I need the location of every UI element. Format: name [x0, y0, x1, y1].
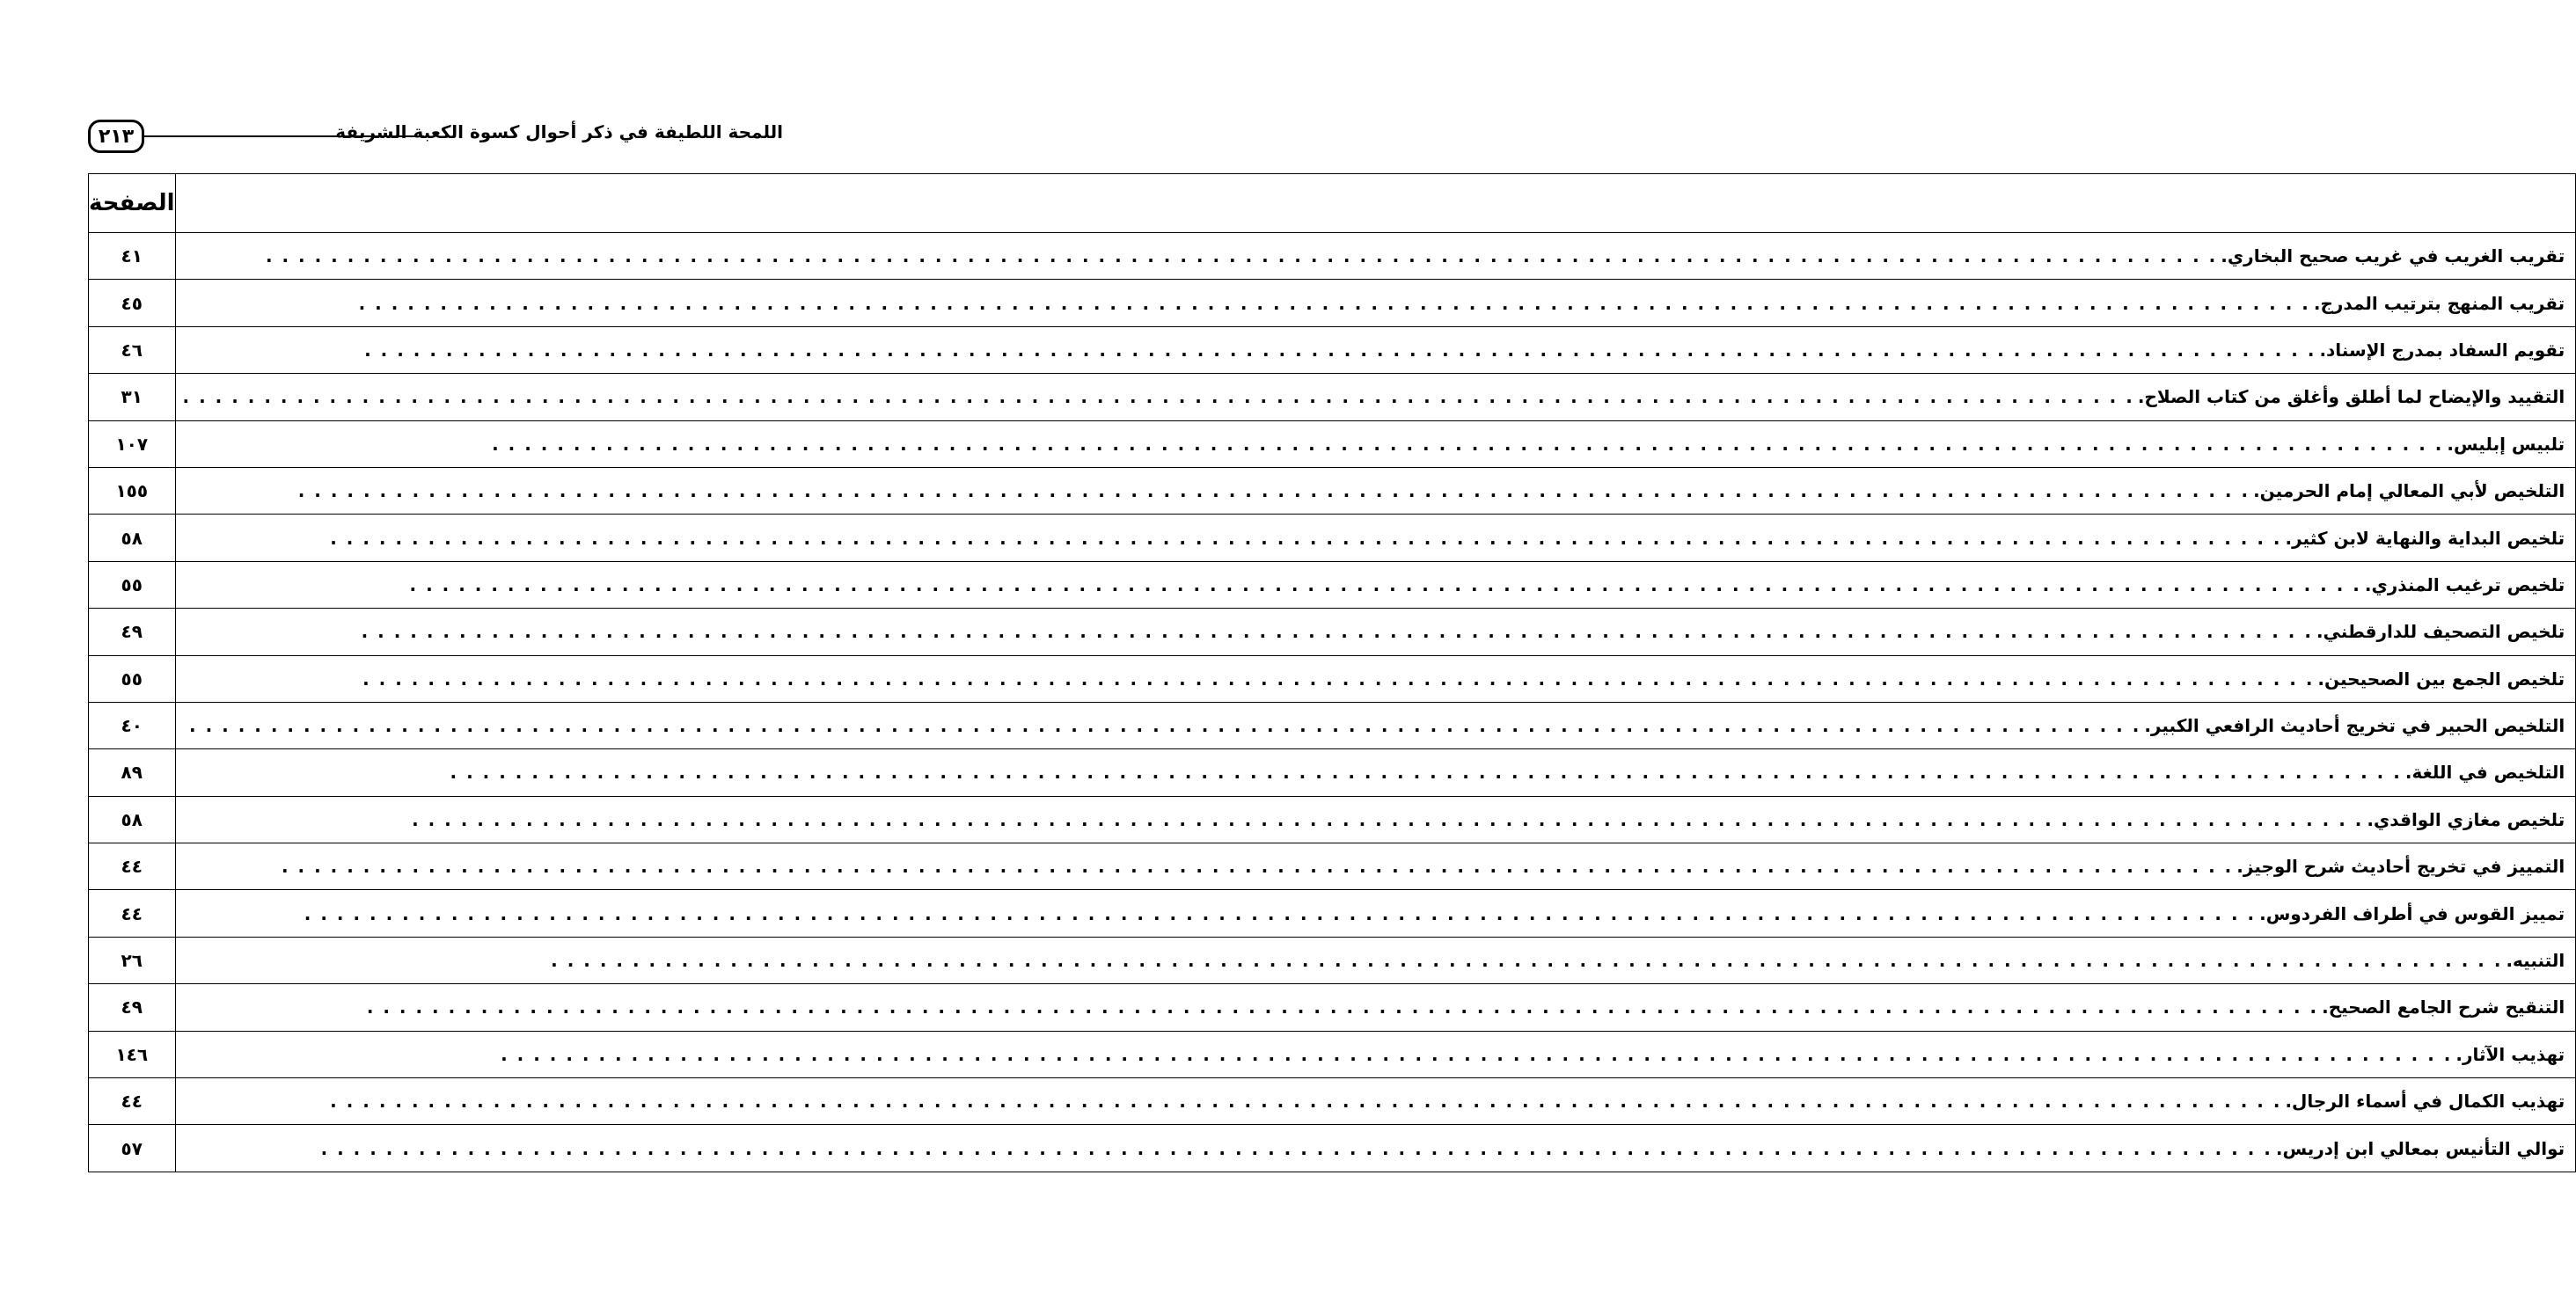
dot-leader: . . . . . . . . . . . . . . . . . . . . . . . . . . . . . . . . . . . . . . . . . . . . . . . . . . . . . . . . . . . . . . . . . . . . . . . . . . . . . . . . . . . . . . . . . . . . . . . . . . . . . . . . . . . . . . . . . . . . . . . . — [551, 950, 2503, 972]
entry-title: التنبيه. — [2506, 950, 2565, 972]
dot-leader: . . . . . . . . . . . . . . . . . . . . . . . . . . . . . . . . . . . . . . . . . . . . . . . . . . . . . . . . . . . . . . . . . . . . . . . . . . . . . . . . . . . . . . . . . . . . . . . . . . . . . . . . . . . . . . . . . . . . . . . . — [320, 1137, 2272, 1159]
entry-title: تلبيس إبليس. — [2447, 433, 2565, 455]
entry-title-cell — [175, 420, 2576, 467]
dot-leader: . . . . . . . . . . . . . . . . . . . . . . . . . . . . . . . . . . . . . . . . . . . . . . . . . . . . . . . . . . . . . . . . . . . . . . . . . . . . . . . . . . . . . . . . . . . . . . . . . . . . . . . . . . . . . . . . . . . . . . . . — [501, 1043, 2453, 1065]
table-row — [89, 655, 2576, 702]
entry-title-cell — [175, 749, 2576, 796]
entry-title: التمييز في تخريج أحاديث شرح الوجيز. — [2236, 856, 2565, 878]
dot-leader: . . . . . . . . . . . . . . . . . . . . . . . . . . . . . . . . . . . . . . . . . . . . . . . . . . . . . . . . . . . . . . . . . . . . . . . . . . . . . . . . . . . . . . . . . . . . . . . . . . . . . . . . . . . . . . . . . . . . . . . . — [297, 480, 2250, 502]
entry-page-number: ١٤٦ — [89, 1031, 176, 1077]
entry-title-cell — [175, 937, 2576, 983]
page-column-header: الصفحة — [89, 174, 176, 233]
table-row — [89, 609, 2576, 655]
dot-leader: . . . . . . . . . . . . . . . . . . . . . . . . . . . . . . . . . . . . . . . . . . . . . . . . . . . . . . . . . . . . . . . . . . . . . . . . . . . . . . . . . . . . . . . . . . . . . . . . . . . . . . . . . . . . . . . . . . . . . . . . — [189, 715, 2141, 737]
entry-title: تهذيب الآثار. — [2455, 1043, 2565, 1065]
dot-leader: . . . . . . . . . . . . . . . . . . . . . . . . . . . . . . . . . . . . . . . . . . . . . . . . . . . . . . . . . . . . . . . . . . . . . . . . . . . . . . . . . . . . . . . . . . . . . . . . . . . . . . . . . . . . . . . . . . . . . . . . — [182, 386, 2134, 408]
entry-title-cell — [175, 280, 2576, 326]
entry-title: تلخيص التصحيف للدارقطني. — [2316, 621, 2565, 643]
table-row — [89, 326, 2576, 373]
table-row — [89, 233, 2576, 280]
entry-page-number: ٥٨ — [89, 515, 176, 561]
table-row — [89, 1078, 2576, 1125]
entry-title-cell — [175, 326, 2576, 373]
entry-page-number: ٤١ — [89, 233, 176, 280]
entry-page-number: ٥٧ — [89, 1125, 176, 1172]
dot-leader: . . . . . . . . . . . . . . . . . . . . . . . . . . . . . . . . . . . . . . . . . . . . . . . . . . . . . . . . . . . . . . . . . . . . . . . . . . . . . . . . . . . . . . . . . . . . . . . . . . . . . . . . . . . . . . . . . . . . . . . . — [304, 902, 2257, 924]
table-row — [89, 467, 2576, 514]
entry-page-number: ٤٩ — [89, 984, 176, 1031]
table-row — [89, 561, 2576, 608]
entry-page-number: ٤٤ — [89, 1078, 176, 1125]
entry-page-number: ٣١ — [89, 374, 176, 420]
entry-title-cell — [175, 1125, 2576, 1172]
table-row — [89, 280, 2576, 326]
dot-leader: . . . . . . . . . . . . . . . . . . . . . . . . . . . . . . . . . . . . . . . . . . . . . . . . . . . . . . . . . . . . . . . . . . . . . . . . . . . . . . . . . . . . . . . . . . . . . . . . . . . . . . . . . . . . . . . . . . . . . . . . — [362, 668, 2315, 690]
entry-title: التقييد والإيضاح لما أطلق وأغلق من كتاب الصلاح. — [2137, 386, 2565, 408]
entry-title-cell — [175, 374, 2576, 420]
table-row — [89, 843, 2576, 890]
entry-title: تلخيص مغازي الواقدي. — [2367, 808, 2565, 830]
dot-leader: . . . . . . . . . . . . . . . . . . . . . . . . . . . . . . . . . . . . . . . . . . . . . . . . . . . . . . . . . . . . . . . . . . . . . . . . . . . . . . . . . . . . . . . . . . . . . . . . . . . . . . . . . . . . . . . . . . . . . . . . — [358, 292, 2310, 314]
dot-leader: . . . . . . . . . . . . . . . . . . . . . . . . . . . . . . . . . . . . . . . . . . . . . . . . . . . . . . . . . . . . . . . . . . . . . . . . . . . . . . . . . . . . . . . . . . . . . . . . . . . . . . . . . . . . . . . . . . . . . . . . — [412, 808, 2364, 830]
entry-title: التلخيص لأبي المعالي إمام الحرمين. — [2253, 480, 2565, 502]
table-row — [89, 420, 2576, 467]
entry-title: تلخيص البداية والنهاية لابن كثير. — [2285, 527, 2565, 549]
table-row — [89, 890, 2576, 937]
entry-title-cell — [175, 890, 2576, 937]
dot-leader: . . . . . . . . . . . . . . . . . . . . . . . . . . . . . . . . . . . . . . . . . . . . . . . . . . . . . . . . . . . . . . . . . . . . . . . . . . . . . . . . . . . . . . . . . . . . . . . . . . . . . . . . . . . . . . . . . . . . . . . . — [281, 856, 2234, 878]
dot-leader: . . . . . . . . . . . . . . . . . . . . . . . . . . . . . . . . . . . . . . . . . . . . . . . . . . . . . . . . . . . . . . . . . . . . . . . . . . . . . . . . . . . . . . . . . . . . . . . . . . . . . . . . . . . . . . . . . . . . . . . . — [450, 762, 2402, 784]
table-row — [89, 374, 2576, 420]
table-row — [89, 796, 2576, 843]
entry-title: تلخيص الجمع بين الصحيحين. — [2317, 668, 2565, 690]
book-title: اللمحة اللطيفة في ذكر أحوال كسوة الكعبة الشريفة — [335, 121, 783, 142]
entry-title: تقريب الغريب في غريب صحيح البخاري. — [2221, 245, 2565, 267]
table-row — [89, 937, 2576, 983]
page-number: ٢١٣ — [88, 120, 144, 153]
entry-page-number: ٤٥ — [89, 280, 176, 326]
entry-page-number: ٤٠ — [89, 702, 176, 748]
table-header-row — [89, 174, 2576, 233]
table-row — [89, 702, 2576, 748]
entry-page-number: ١٥٥ — [89, 467, 176, 514]
entry-title: تقريب المنهج بترتيب المدرج. — [2313, 292, 2565, 314]
entry-title: تهذيب الكمال في أسماء الرجال. — [2285, 1091, 2565, 1113]
entry-page-number: ٤٤ — [89, 843, 176, 890]
dot-leader: . . . . . . . . . . . . . . . . . . . . . . . . . . . . . . . . . . . . . . . . . . . . . . . . . . . . . . . . . . . . . . . . . . . . . . . . . . . . . . . . . . . . . . . . . . . . . . . . . . . . . . . . . . . . . . . . . . . . . . . . — [366, 996, 2319, 1018]
entry-page-number: ٥٥ — [89, 561, 176, 608]
running-header — [88, 116, 783, 160]
dot-leader: . . . . . . . . . . . . . . . . . . . . . . . . . . . . . . . . . . . . . . . . . . . . . . . . . . . . . . . . . . . . . . . . . . . . . . . . . . . . . . . . . . . . . . . . . . . . . . . . . . . . . . . . . . . . . . . . . . . . . . . . — [330, 527, 2282, 549]
entry-page-number: ٢٦ — [89, 937, 176, 983]
entry-title-cell — [175, 609, 2576, 655]
dot-leader: . . . . . . . . . . . . . . . . . . . . . . . . . . . . . . . . . . . . . . . . . . . . . . . . . . . . . . . . . . . . . . . . . . . . . . . . . . . . . . . . . . . . . . . . . . . . . . . . . . . . . . . . . . . . . . . . . . . . . . . . — [330, 1091, 2282, 1113]
table-row — [89, 1031, 2576, 1077]
entry-page-number: ١٠٧ — [89, 420, 176, 467]
entry-title-cell — [175, 467, 2576, 514]
table-row — [89, 984, 2576, 1031]
entry-title-cell — [175, 655, 2576, 702]
dot-leader: . . . . . . . . . . . . . . . . . . . . . . . . . . . . . . . . . . . . . . . . . . . . . . . . . . . . . . . . . . . . . . . . . . . . . . . . . . . . . . . . . . . . . . . . . . . . . . . . . . . . . . . . . . . . . . . . . . . . . . . . — [265, 245, 2218, 267]
entry-title: التنقيح شرح الجامع الصحيح. — [2322, 996, 2565, 1018]
dot-leader: . . . . . . . . . . . . . . . . . . . . . . . . . . . . . . . . . . . . . . . . . . . . . . . . . . . . . . . . . . . . . . . . . . . . . . . . . . . . . . . . . . . . . . . . . . . . . . . . . . . . . . . . . . . . . . . . . . . . . . . . — [361, 621, 2313, 643]
entry-title-cell — [175, 1031, 2576, 1077]
table-row — [89, 1125, 2576, 1172]
entry-title-cell — [175, 233, 2576, 280]
entry-title-cell — [175, 1078, 2576, 1125]
dot-leader: . . . . . . . . . . . . . . . . . . . . . . . . . . . . . . . . . . . . . . . . . . . . . . . . . . . . . . . . . . . . . . . . . . . . . . . . . . . . . . . . . . . . . . . . . . . . . . . . . . . . . . . . . . . . . . . . . . . . . . . . — [409, 573, 2361, 595]
dot-leader: . . . . . . . . . . . . . . . . . . . . . . . . . . . . . . . . . . . . . . . . . . . . . . . . . . . . . . . . . . . . . . . . . . . . . . . . . . . . . . . . . . . . . . . . . . . . . . . . . . . . . . . . . . . . . . . . . . . . . . . . — [364, 339, 2316, 361]
entry-page-number: ٨٩ — [89, 749, 176, 796]
table-body — [89, 233, 2576, 1172]
entry-title-cell — [175, 561, 2576, 608]
entry-title-cell — [175, 796, 2576, 843]
index-table — [88, 173, 2576, 1172]
entry-page-number: ٤٩ — [89, 609, 176, 655]
entry-page-number: ٥٥ — [89, 655, 176, 702]
entry-page-number: ٤٤ — [89, 890, 176, 937]
entry-title: تلخيص ترغيب المنذري. — [2364, 573, 2565, 595]
entry-title-cell — [175, 984, 2576, 1031]
table-row — [89, 515, 2576, 561]
entry-title: توالي التأنيس بمعالي ابن إدريس. — [2275, 1137, 2565, 1159]
entry-title: التلخيص في اللغة. — [2404, 762, 2565, 784]
entry-title-cell — [175, 843, 2576, 890]
table-row — [89, 749, 2576, 796]
entry-title-cell — [175, 702, 2576, 748]
dot-leader: . . . . . . . . . . . . . . . . . . . . . . . . . . . . . . . . . . . . . . . . . . . . . . . . . . . . . . . . . . . . . . . . . . . . . . . . . . . . . . . . . . . . . . . . . . . . . . . . . . . . . . . . . . . . . . . . . . . . . . . . — [492, 433, 2444, 455]
entry-title: التلخيص الحبير في تخريج أحاديث الرافعي الكبير. — [2144, 715, 2565, 737]
entry-page-number: ٤٦ — [89, 326, 176, 373]
entry-title: تمييز القوس في أطراف الفردوس. — [2259, 902, 2565, 924]
entry-title: تقويم السفاد بمدرج الإسناد. — [2319, 339, 2565, 361]
title-column-header — [175, 174, 2576, 233]
entry-title-cell — [175, 515, 2576, 561]
entry-page-number: ٥٨ — [89, 796, 176, 843]
